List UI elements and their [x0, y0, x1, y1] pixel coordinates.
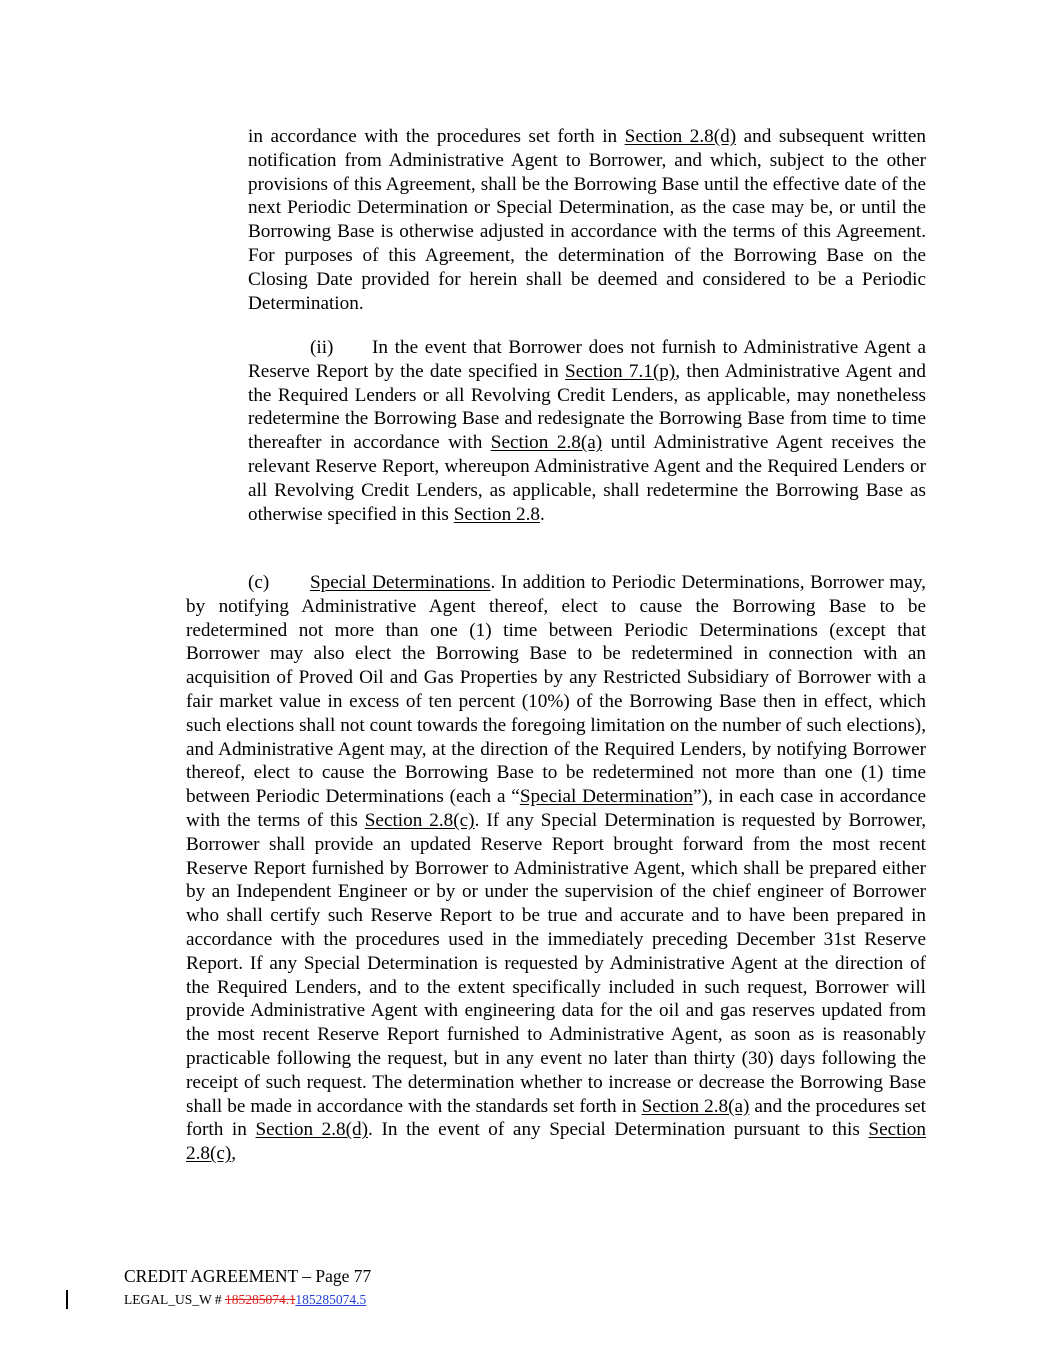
- section-ref-2-8-c: Section 2.8(c): [364, 809, 475, 831]
- section-ref-2-8: Section 2.8: [453, 503, 541, 525]
- paragraph-c-special-determinations: (c) Special Determinations. In addition to Periodic Determinations, Borrower may, by notifying Administrative Agent thereof, elect to cause the Borrowing Base to be redetermined not more than one (1) time between Periodic Determinations (except that Borrower may also elect the Borrowing Base to be redetermined in connection with an acquisition of Proved Oil and Gas Properties by any Restricted Subsidiary of Borrower with a fair market value in excess of ten percent (10%) of the Borrowing Base then in effect, which such elections shall not count towards the foregoing limitation on the number of such elections), and Administrative Agent may, at the direction of the Required Lenders, by notifying Borrower thereof, elect to cause the Borrowing Base to be redetermined not more than one (1) time between Periodic Determinations (each a “Special Determination”), in each case in accordance with the terms of this Section 2.8(c). If any Special Determination is requested by Borrower, Borrower shall provide an updated Reserve Report brought forward from the most recent Reserve Report furnished by Borrower to Administrative Agent, which shall be prepared either by an Independent Engineer or by or under the supervision of the chief engineer of Borrower who shall certify such Reserve Report to be true and accurate and to have been prepared in accordance with the procedures used in the immediately preceding December 31st Reserve Report. If any Special Determination is requested by Administrative Agent at the direction of the Required Lenders, and to the extent specifically included in such request, Borrower will provide Administrative Agent with engineering data for the oil and gas reserves updated from the most recent Reserve Report furnished to Administrative Agent, as soon as is reasonably practicable following the request, but in any event no later than thirty (30) days following the receipt of such request. The determination whether to increase or decrease the Borrowing Base shall be made in accordance with the standards set forth in Section 2.8(a) and the procedures set forth in Section 2.8(d). In the event of any Special Determination pursuant to this Section 2.8(c),: [186, 572, 927, 1165]
- section-ref-7-1-p: Section 7.1(p): [565, 360, 676, 382]
- section-ref-2-8-d: Section 2.8(d): [255, 1119, 369, 1141]
- section-heading: Special Determinations: [310, 572, 491, 593]
- paragraph-marker-ii: (ii): [310, 337, 334, 358]
- section-ref-2-8-c: Section 2.8(c): [186, 1119, 926, 1165]
- paragraph-marker-c: (c): [248, 572, 270, 593]
- section-ref-2-8-a: Section 2.8(a): [490, 432, 603, 454]
- inserted-doc-number: 185285074.5: [295, 1292, 367, 1307]
- deleted-doc-number: 185285074.1: [225, 1292, 296, 1307]
- paragraph-continuation: in accordance with the procedures set forth in Section 2.8(d) and subsequent written notification from Administrative Agent to Borrower, and which, subject to the other provisions of this Agreement, shall be the Borrowing Base until the effective date of the next Periodic Determination or Special Determination, as the case may be, or until the Borrowing Base is otherwise adjusted in accordance with the terms of this Agreement. For purposes of this Agreement, the determination of the Borrowing Base on the Closing Date provided for herein shall be deemed and considered to be a Periodic Determination.: [248, 126, 926, 314]
- footer-page-label: CREDIT AGREEMENT – Page 77: [124, 1266, 372, 1286]
- section-ref-2-8-a: Section 2.8(a): [641, 1095, 750, 1117]
- paragraph-ii: (ii) In the event that Borrower does not furnish to Administrative Agent a Reserve Report by the date specified in Section 7.1(p), then Administrative Agent and the Required Lenders or all Revolving Credit Lenders, as applicable, may nonetheless redetermine the Borrowing Base and redesignate the Borrowing Base from time to time thereafter in accordance with Section 2.8(a) until Administrative Agent receives the relevant Reserve Report, whereupon Administrative Agent and the Required Lenders or all Revolving Credit Lenders, as applicable, shall redetermine the Borrowing Base as otherwise specified in this Section 2.8.: [248, 337, 926, 525]
- change-bar: [66, 1290, 68, 1309]
- section-ref-2-8-d: Section 2.8(d): [624, 126, 737, 147]
- footer-document-id: LEGAL_US_W # 185285074.1185285074.5: [124, 1292, 367, 1307]
- defined-term: Special Determination: [519, 786, 693, 808]
